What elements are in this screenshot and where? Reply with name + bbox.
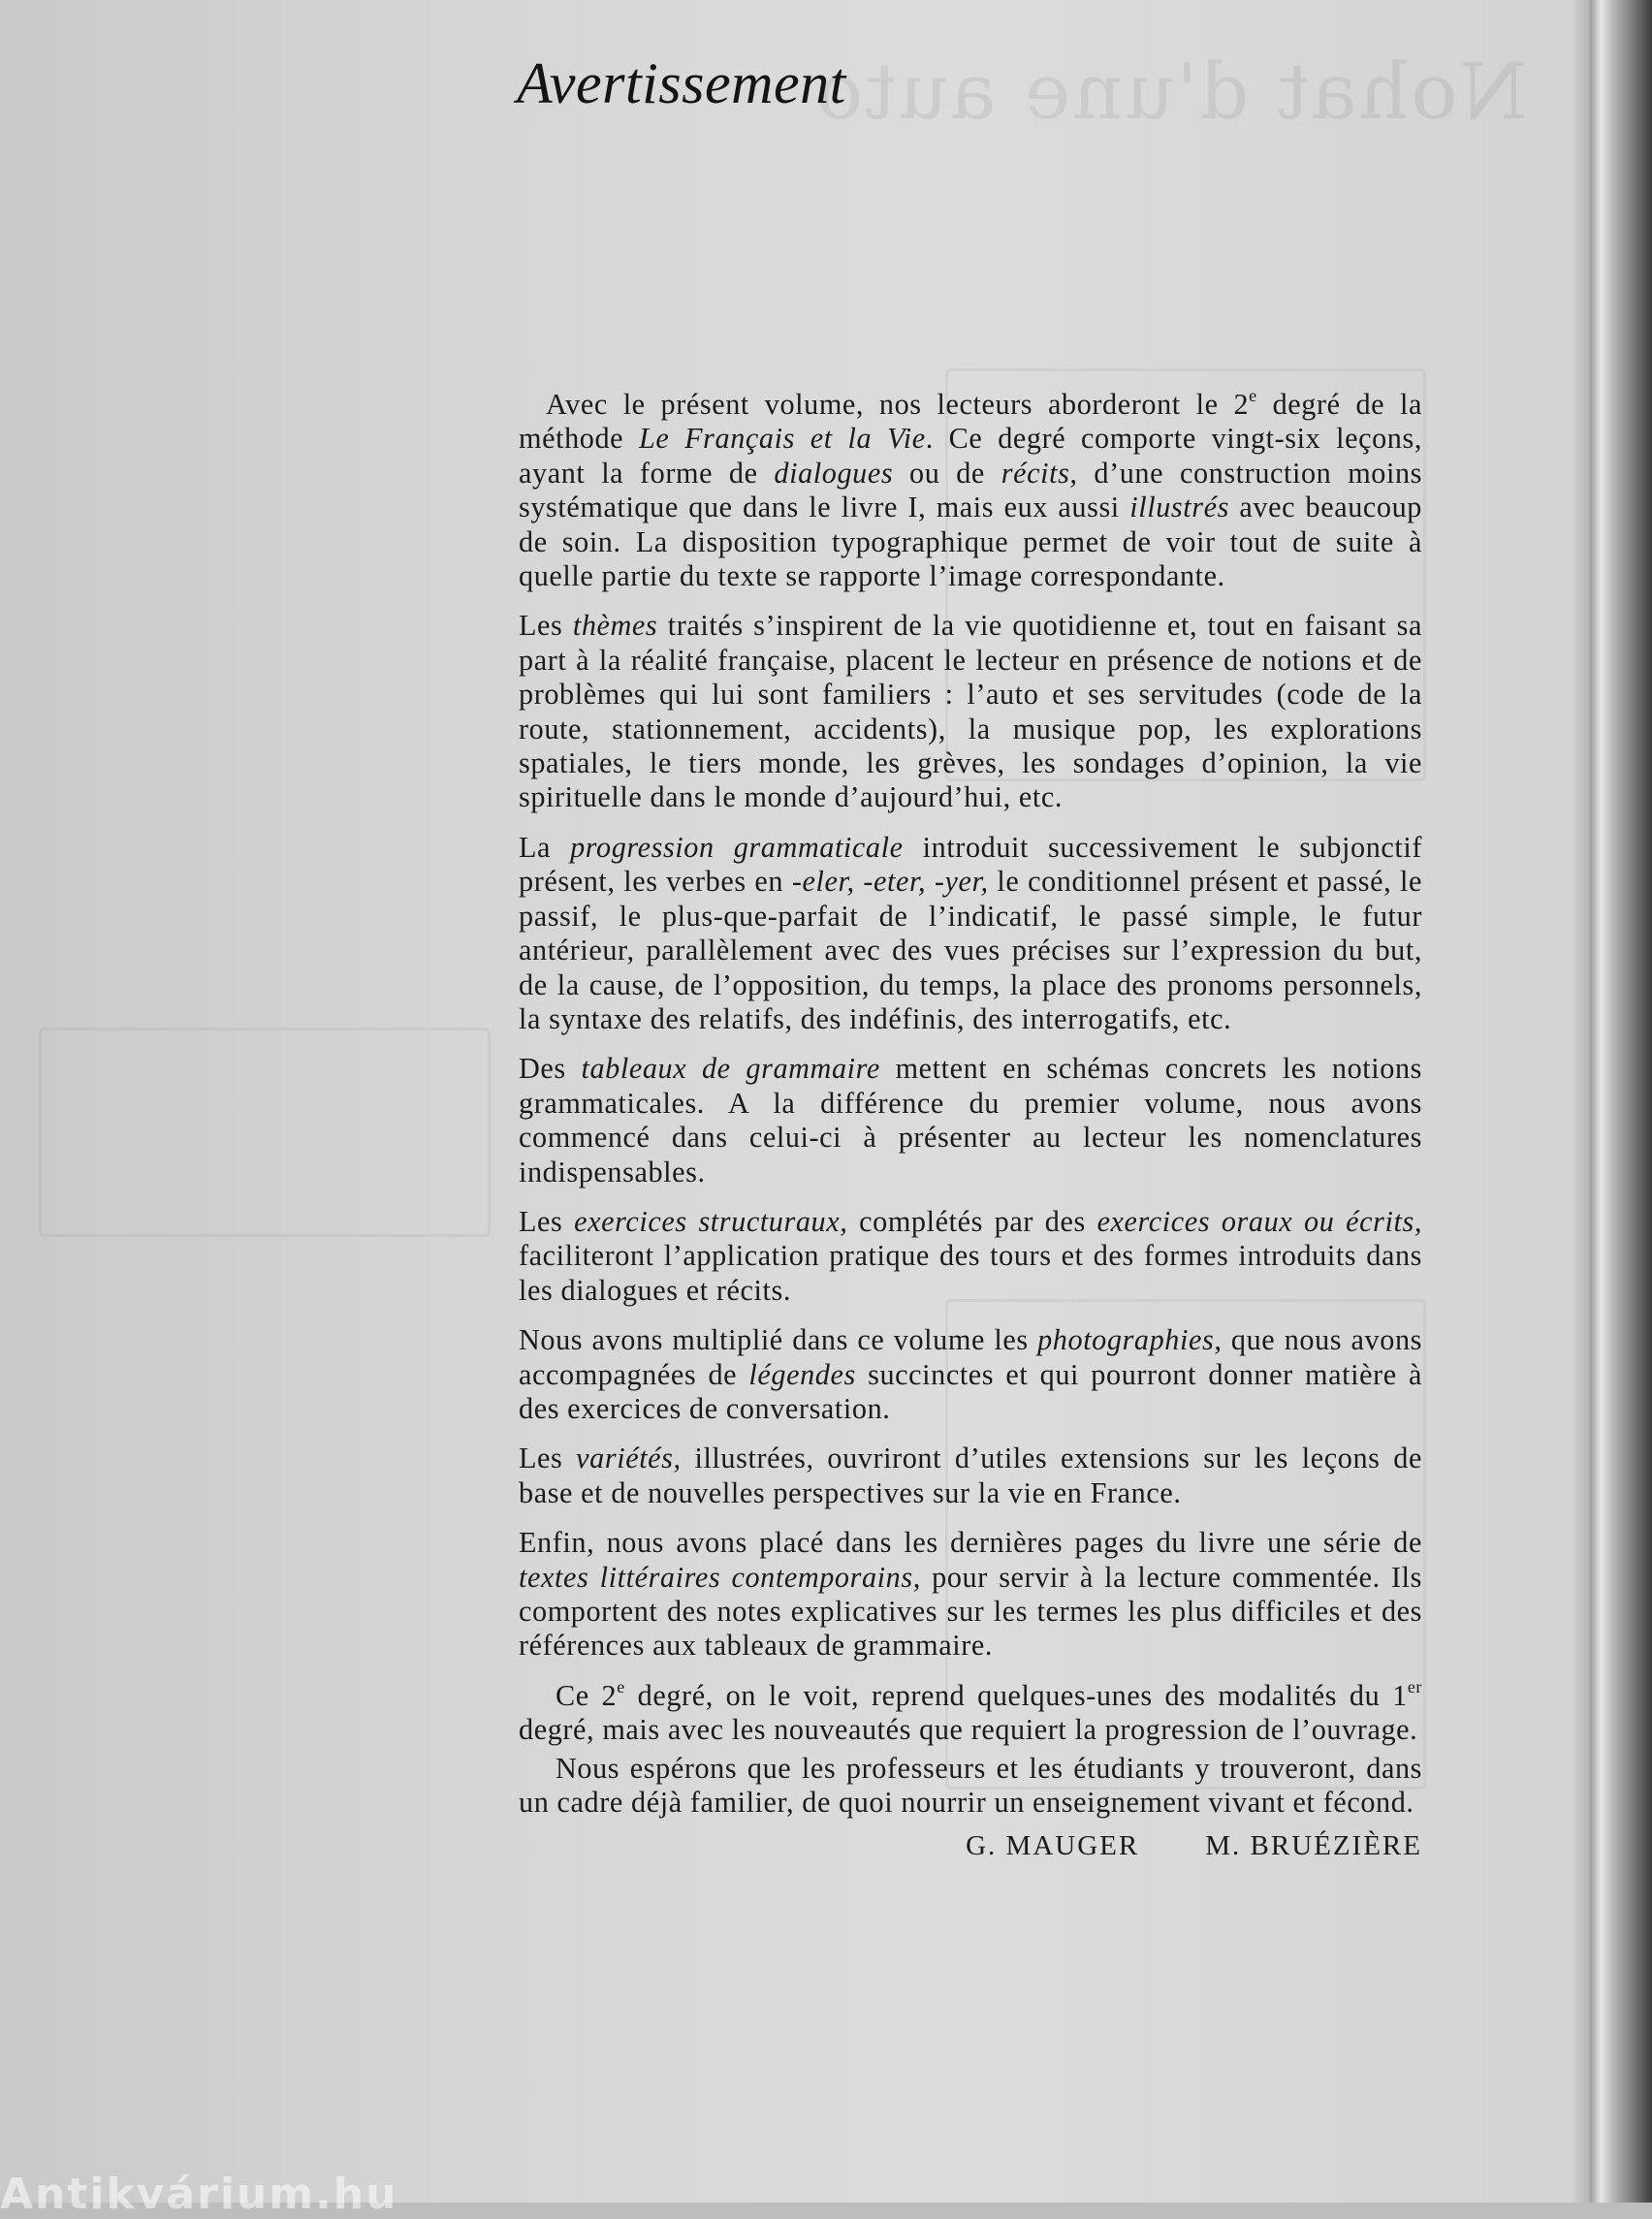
paragraph-exercices: Les exercices structuraux, complétés par des exercices oraux ou écrits, faciliteront l’application pratique des tours et des formes introduits dans les dialogues et récits.: [519, 1204, 1422, 1307]
paragraph-tableaux: Des tableaux de grammaire mettent en schémas concrets les notions grammaticales. A la différence du premier volume, nous avons commencé dans celui-ci à présenter au lecteur les nomenclatures indispensables.: [519, 1052, 1422, 1189]
paragraph-varietes: Les variétés, illustrées, ouvriront d’utiles extensions sur les leçons de base et de nouvelles perspectives sur la vie en France.: [519, 1442, 1422, 1509]
paragraph-themes: Les thèmes traités s’inspirent de la vie quotidienne et, tout en faisant sa part à la réalité française, placent le lecteur en présence de notions et de problèmes qui lui sont familiers : l’auto et ses servitudes (code de la route, stationnement, accidents), la musique pop, les explorations spatiales, le tiers monde, les grèves, les sondages d’opinion, la vie spirituelle dans le monde d’aujourd’hui, etc.: [519, 609, 1422, 814]
author-signature: M. BRUÉZIÈRE: [1205, 1830, 1422, 1862]
author-signature: G. MAUGER: [966, 1830, 1140, 1862]
show-through-illustration: [39, 1028, 491, 1237]
foreword-body: [519, 385, 1423, 1864]
page-title: Avertissement: [517, 51, 846, 115]
paragraph-intro: Avec le présent volume, nos lecteurs aborderont le 2e degré de la méthode Le Français et la Vie. Ce degré comporte vingt-six leçons, ayant la forme de dialogues ou de récits, d’une construction moins systématique que dans le livre I, mais eux aussi illustrés avec beaucoup de soin. La disposition typographique permet de voir tout de suite à quelle partie du texte se rapporte l’image correspondante.: [519, 385, 1422, 593]
signatures: [519, 1829, 1422, 1863]
paragraph-photographies: Nous avons multiplié dans ce volume les photographies, que nous avons accompagnées de légendes succinctes et qui pourront donner matière à des exercices de conversation.: [519, 1323, 1422, 1425]
paragraph-modalites: Ce 2e degré, on le voit, reprend quelques-unes des modalités du 1er degré, mais avec les nouveautés que requiert la progression de l’ouvrage.: [519, 1676, 1423, 1747]
watermark: Antikvárium.hu: [0, 2170, 398, 2219]
page-edge: [1590, 0, 1652, 2203]
paragraph-textes: Enfin, nous avons placé dans les dernières pages du livre une série de textes littéraires contemporains, pour servir à la lecture commentée. Ils comportent des notes explicatives sur les termes les plus difficiles et des références aux tableaux de grammaire.: [519, 1526, 1423, 1663]
paragraph-conclusion: Nous espérons que les professeurs et les étudiants y trouveront, dans un cadre déjà familier, de quoi nourrir un enseignement vivant et fécond.: [519, 1751, 1422, 1820]
show-through-title: Nohat d'une auto: [814, 47, 1528, 137]
paragraph-progression: La progression grammaticale introduit successivement le subjonctif présent, les verbes en -eler, -eter, -yer, le conditionnel présent et passé, le passif, le plus-que-parfait de l’indicatif, le passé simple, le futur antérieur, parallèlement avec des vues précises sur l’expression du but, de la cause, de l’opposition, du temps, la place des pronoms personnels, la syntaxe des relatifs, des indéfinis, des interrogatifs, etc.: [519, 830, 1423, 1035]
